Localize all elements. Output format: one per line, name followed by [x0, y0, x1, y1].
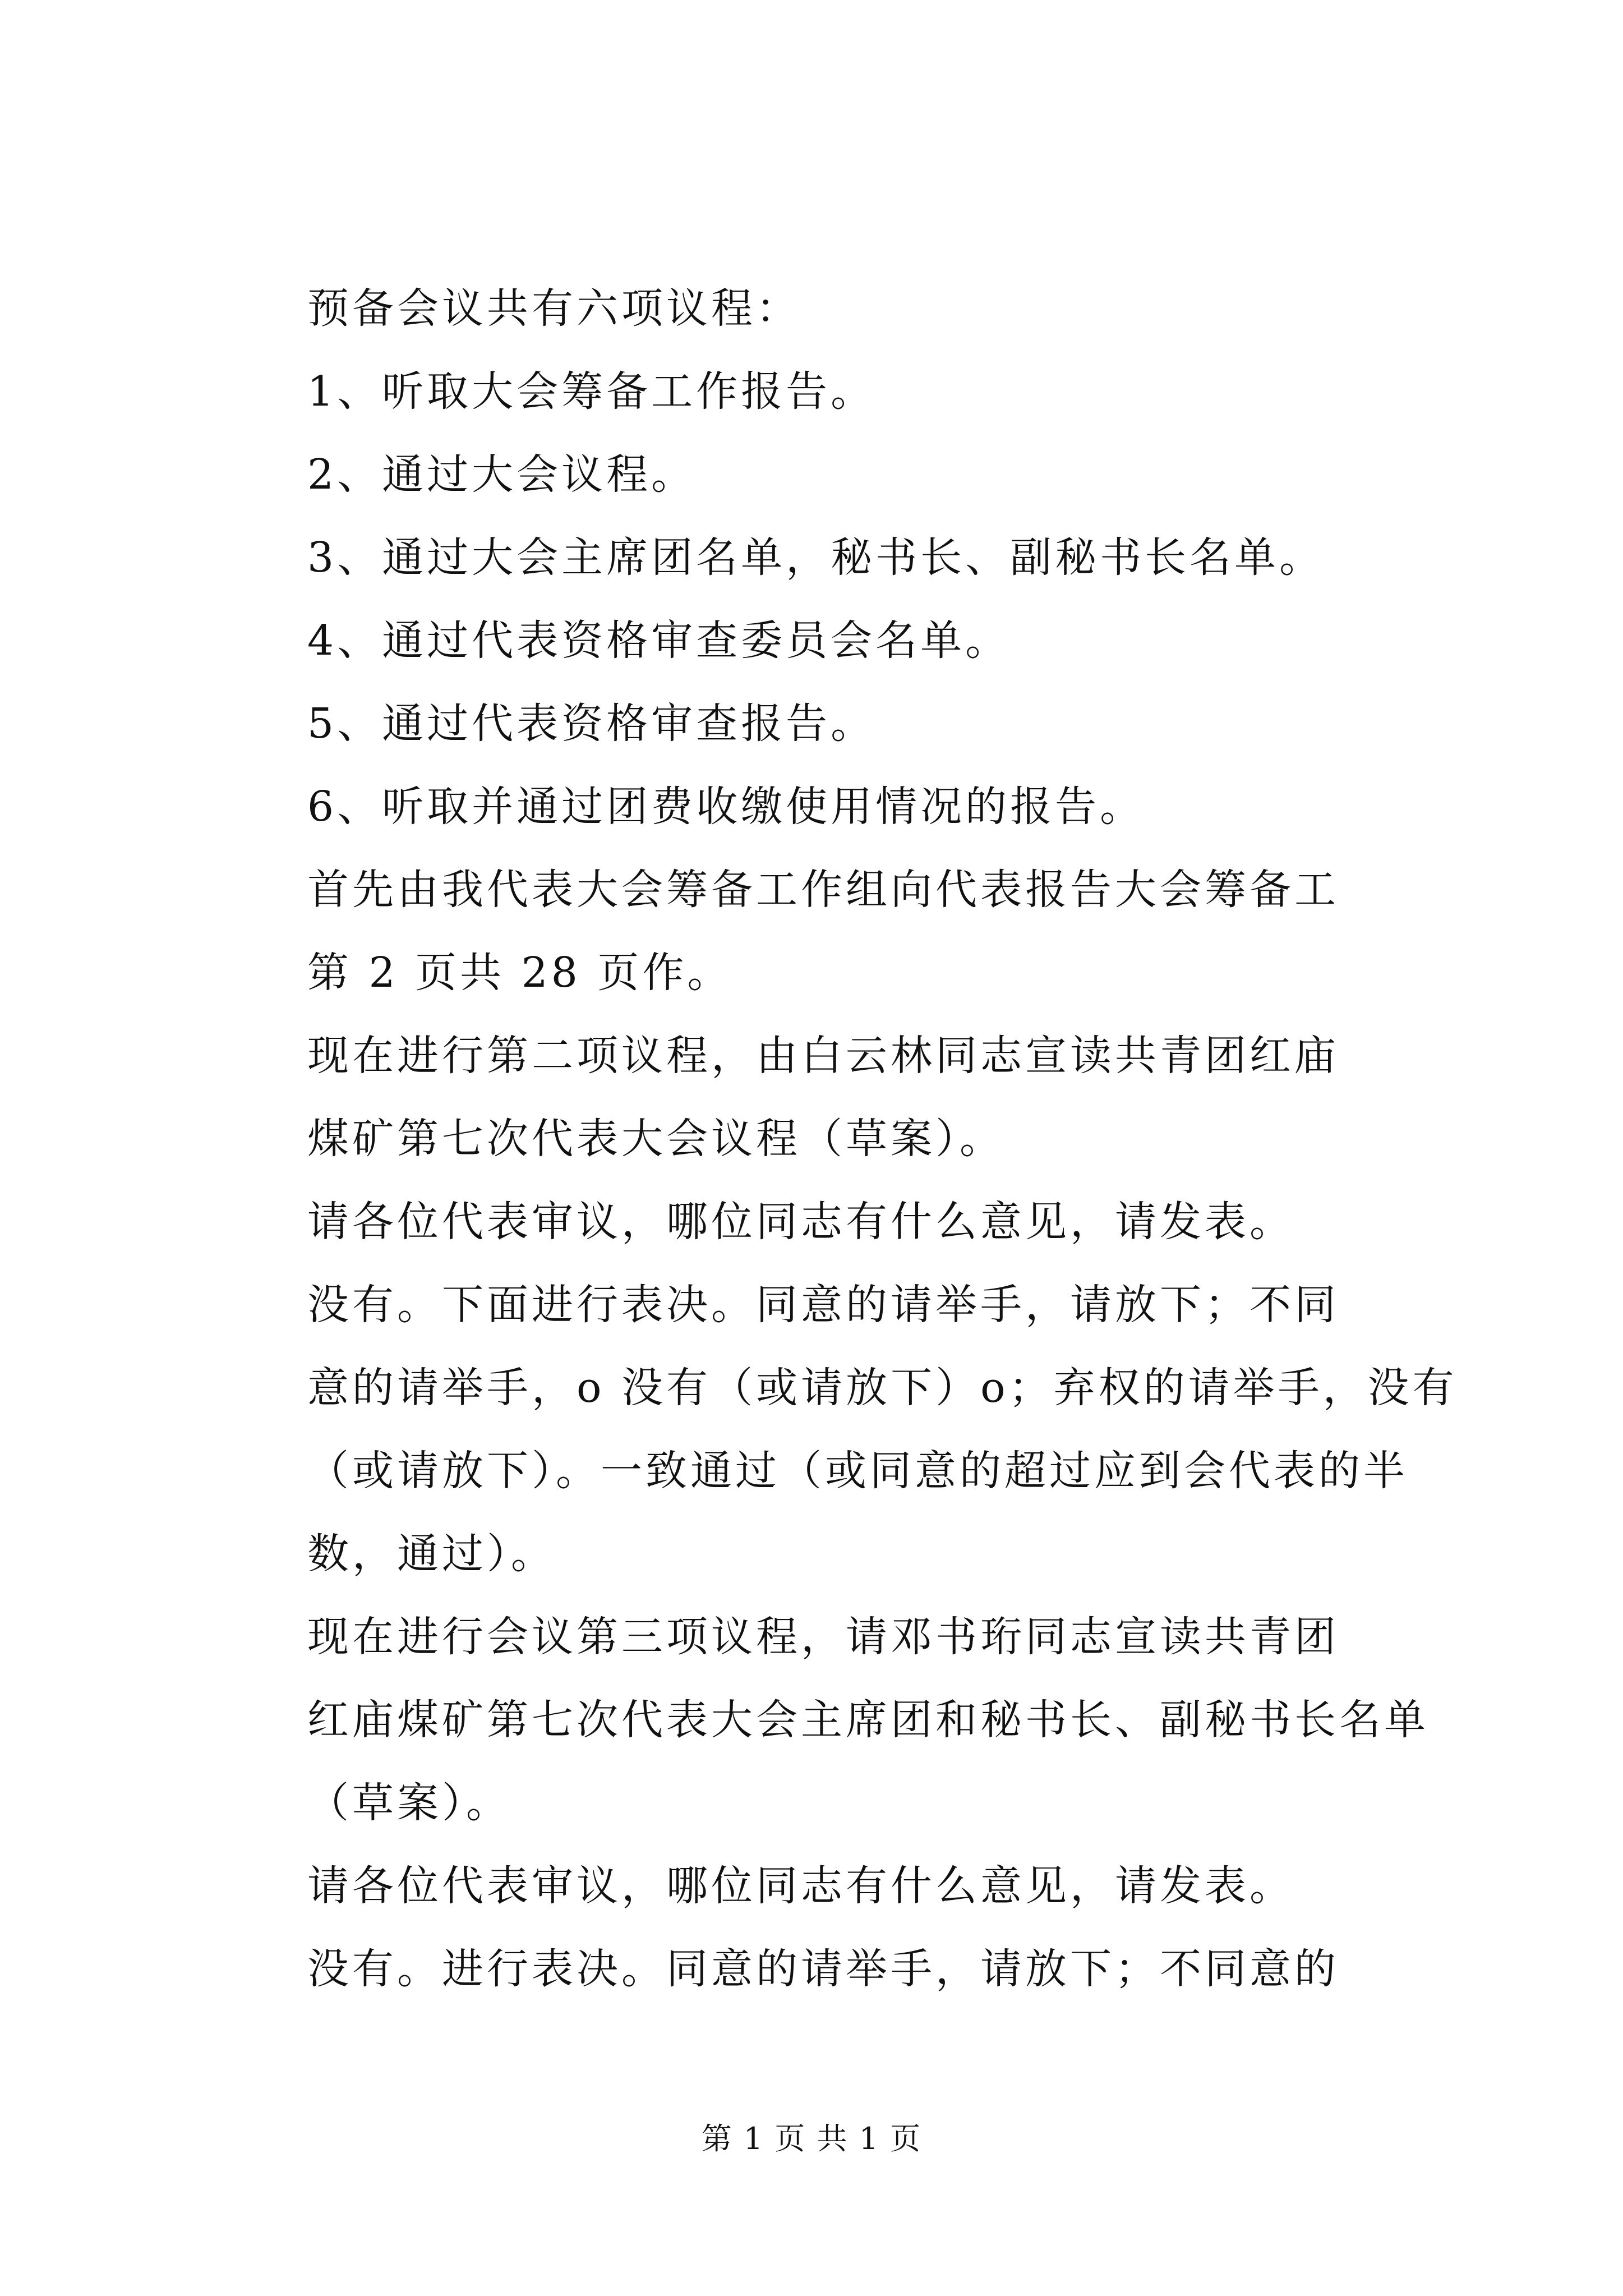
body-line: 请各位代表审议，哪位同志有什么意见，请发表。 — [307, 1198, 1294, 1246]
body-line: 预备会议共有六项议程： — [307, 284, 801, 333]
body-line: 煤矿第七次代表大会议程（草案）。 — [307, 1115, 1004, 1163]
page-footer — [0, 2119, 1623, 2159]
body-line: 红庙煤矿第七次代表大会主席团和秘书长、副秘书长名单 — [307, 1696, 1429, 1744]
body-line: （草案）。 — [307, 1779, 511, 1827]
body-line: 现在进行第二项议程，由白云林同志宣读共青团红庙 — [307, 1032, 1339, 1080]
body-line: 没有。进行表决。同意的请举手，请放下；不同意的 — [307, 1945, 1339, 1993]
body-line: 请各位代表审议，哪位同志有什么意见，请发表。 — [307, 1862, 1294, 1910]
page-number: 第 1 页 共 1 页 — [701, 2121, 922, 2156]
body-line: 5、通过代表资格审查报告。 — [307, 700, 876, 748]
body-line: 现在进行会议第三项议程，请邓书珩同志宣读共青团 — [307, 1613, 1339, 1661]
body-line: 2、通过大会议程。 — [307, 450, 697, 499]
document-body — [307, 267, 1485, 2010]
body-line: （或请放下）。一致通过（或同意的超过应到会代表的半 — [307, 1447, 1408, 1495]
body-line: 首先由我代表大会筹备工作组向代表报告大会筹备工 — [307, 866, 1339, 914]
body-line: 3、通过大会主席团名单，秘书长、副秘书长名单。 — [307, 533, 1325, 582]
body-line: 6、听取并通过团费收缴使用情况的报告。 — [307, 783, 1145, 831]
body-line: 数，通过）。 — [307, 1530, 556, 1578]
body-line: 没有。下面进行表决。同意的请举手，请放下；不同 — [307, 1281, 1339, 1329]
body-line: 意的请举手，o 没有（或请放下）o；弃权的请举手，没有 — [307, 1364, 1458, 1412]
body-line: 4、通过代表资格审查委员会名单。 — [307, 616, 1011, 665]
body-line: 1、听取大会筹备工作报告。 — [307, 367, 876, 416]
body-line: 第 2 页共 28 页作。 — [307, 949, 732, 997]
